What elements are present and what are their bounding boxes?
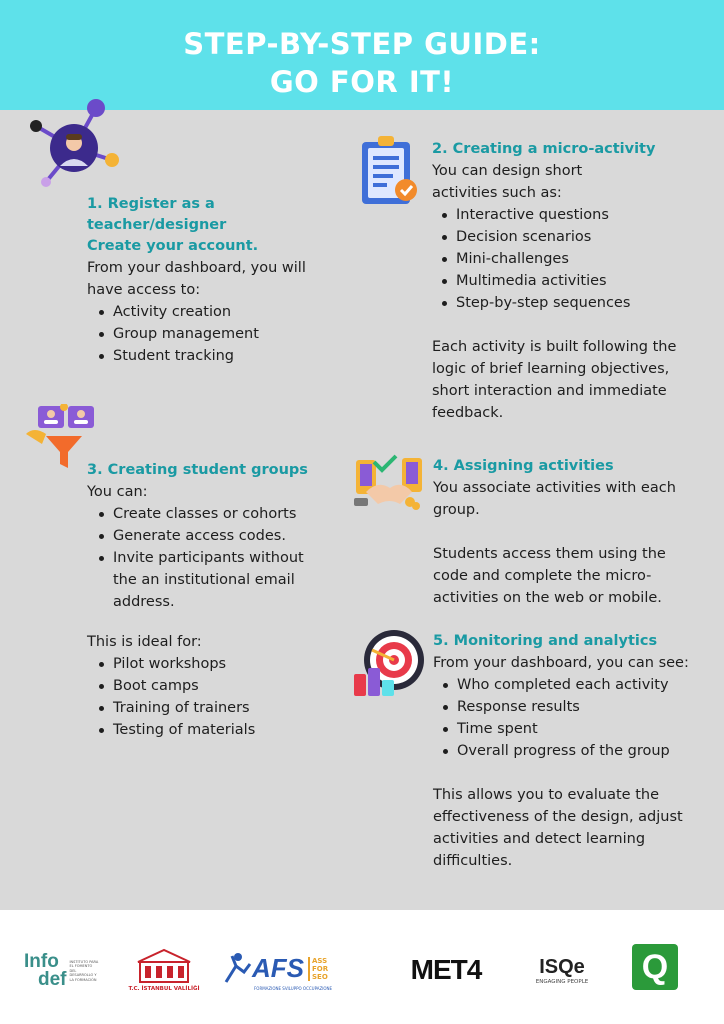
groups-intro: You can: <box>87 484 148 500</box>
register-intro: From your dashboard, you will have access to: <box>87 260 306 298</box>
monitoring-list <box>441 674 708 762</box>
q-logo-text: Q <box>641 947 669 986</box>
list-item: Student tracking <box>97 345 337 367</box>
monitoring-intro: From your dashboard, you can see: <box>433 655 689 671</box>
partner-logos <box>0 910 724 1024</box>
micro-activity-list <box>440 204 692 314</box>
meta-logo-text: MET4 <box>410 954 482 985</box>
monitoring-note: This allows you to evaluate the effectiveness of the design, adjust activities and detect learning difficulties. <box>433 787 683 869</box>
register-title-line-3: Create your account. <box>87 238 259 254</box>
page-header <box>0 0 724 110</box>
list-item: Activity creation <box>97 301 337 323</box>
list-item: Who completed each activity <box>441 674 708 696</box>
section-register <box>87 194 337 367</box>
afs-tagline: FORMAZIONE SVILUPPO OCCUPAZIONE <box>254 985 333 991</box>
infodef-logo-line-2: def <box>38 969 67 990</box>
groups-ideal-label: This is ideal for: <box>87 634 202 650</box>
micro-activity-note: Each activity is built following the logic of brief learning objectives, short interaction and immediate feedback. <box>432 339 677 421</box>
list-item: Time spent <box>441 718 708 740</box>
list-item: Invite participants without the an institutional email address. <box>97 547 317 613</box>
list-item: Create classes or cohorts <box>97 503 337 525</box>
assigning-heading: 4. Assigning activities <box>433 458 614 474</box>
guide-body <box>0 110 724 910</box>
groups-list <box>97 503 337 613</box>
list-item: Training of trainers <box>97 697 337 719</box>
q-logo <box>632 944 678 990</box>
assigning-note: Students access them using the code and complete the micro-activities on the web or mobile. <box>433 546 666 606</box>
afs-logo <box>222 946 344 996</box>
afs-logo-text: AFS <box>252 953 304 983</box>
register-list <box>97 301 337 367</box>
list-item: Generate access codes. <box>97 525 337 547</box>
list-item: Pilot workshops <box>97 653 337 675</box>
register-heading <box>87 194 337 257</box>
teacher-network-icon <box>24 96 128 200</box>
list-item: Multimedia activities <box>440 270 692 292</box>
building-icon <box>134 948 194 984</box>
infodef-logo <box>24 950 112 992</box>
afs-logo-side: ASS FOR SEO <box>308 957 330 981</box>
isqe-tagline: ENGAGING PEOPLE <box>535 978 589 985</box>
meta-logo <box>398 952 494 988</box>
groups-ideal-list <box>97 653 337 741</box>
section-monitoring <box>433 631 708 872</box>
micro-activity-heading: 2. Creating a micro-activity <box>432 141 656 157</box>
list-item: Boot camps <box>97 675 337 697</box>
list-item: Decision scenarios <box>440 226 692 248</box>
infodef-tagline: INSTITUTO PARA EL FOMENTO DEL DESARROLLO Y LA FORMACIÓN <box>69 959 99 982</box>
list-item: Group management <box>97 323 337 345</box>
title-line-1: STEP-BY-STEP GUIDE: <box>183 27 541 61</box>
title-line-2: GO FOR IT! <box>269 65 455 99</box>
runner-icon <box>222 952 252 986</box>
infodef-logo-line-1: Info <box>24 951 59 972</box>
list-item: Overall progress of the group <box>441 740 708 762</box>
register-title-line-1: 1. Register as a <box>87 196 215 212</box>
groups-heading: 3. Creating student groups <box>87 462 308 478</box>
isqe-logo <box>530 950 594 990</box>
list-item: Mini-challenges <box>440 248 692 270</box>
section-groups <box>87 460 337 741</box>
micro-activity-intro: You can design short activities such as: <box>432 163 583 201</box>
list-item: Testing of materials <box>97 719 337 741</box>
list-item: Step-by-step sequences <box>440 292 692 314</box>
target-chart-icon <box>352 628 426 700</box>
handshake-phones-icon <box>352 454 426 512</box>
clipboard-checklist-icon <box>358 132 424 210</box>
monitoring-heading: 5. Monitoring and analytics <box>433 633 658 649</box>
section-assigning <box>433 456 703 609</box>
istanbul-logo-text: T.C. İSTANBUL VALİLİĞİ <box>128 986 200 992</box>
register-title-line-2: teacher/designer <box>87 217 227 233</box>
assigning-intro: You associate activities with each group. <box>433 480 676 518</box>
list-item: Response results <box>441 696 708 718</box>
isqe-logo-text: ISQe <box>539 955 585 978</box>
section-micro-activity <box>432 139 692 424</box>
list-item: Interactive questions <box>440 204 692 226</box>
istanbul-valiligi-logo <box>128 944 200 996</box>
page-title <box>0 0 724 101</box>
